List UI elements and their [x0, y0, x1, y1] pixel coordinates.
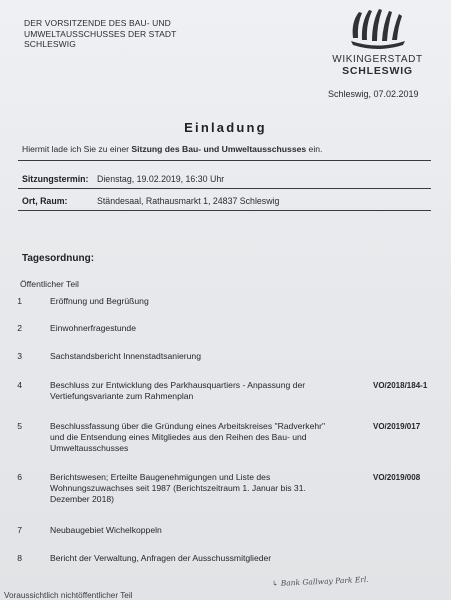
agenda-item-line: Eröffnung und Begrüßung — [50, 296, 149, 306]
document-title: Einladung — [184, 120, 267, 135]
agenda-item-reference: VO/2018/184-1 — [373, 381, 428, 390]
meeting-date-value: Dienstag, 19.02.2019, 16:30 Uhr — [97, 174, 225, 184]
agenda-item-line: Wohnungszuwachses seit 1987 (Berichtszeitraum 1. Januar bis 31. — [50, 483, 306, 493]
meeting-place-label: Ort, Raum: — [22, 196, 68, 206]
agenda-item-line: Beschluss zur Entwicklung des Parkhausquartiers - Anpassung der — [50, 380, 306, 390]
letter-date: Schleswig, 07.02.2019 — [328, 89, 419, 99]
agenda-heading: Tagesordnung: — [22, 253, 95, 264]
agenda-section-label: Öffentlicher Teil — [20, 279, 79, 289]
agenda-item-line: Einwohnerfragestunde — [50, 323, 136, 333]
intro-text — [22, 144, 322, 154]
agenda-item-line: Berichtswesen; Erteilte Baugenehmigungen und Liste des — [50, 472, 271, 482]
agenda-item-reference: VO/2019/017 — [373, 422, 421, 431]
agenda-item-number: 4 — [17, 380, 22, 390]
logo-text-line2: SCHLESWIG — [342, 65, 413, 77]
divider — [18, 210, 431, 211]
agenda-item-text — [50, 472, 355, 505]
intro-text-part: ein. — [306, 144, 323, 154]
agenda-item-line: Dezember 2018) — [50, 494, 115, 504]
agenda-item-text — [50, 296, 355, 307]
agenda-item-text — [50, 380, 355, 402]
agenda-item-number: 5 — [17, 421, 22, 431]
sender-block — [24, 18, 176, 50]
divider — [18, 160, 431, 161]
agenda-item-line: und die Entsendung eines Mitgliedes aus den Reihen des Bau- und — [50, 432, 307, 442]
agenda-item-text — [50, 421, 355, 454]
agenda-item-line: Vertiefungsvariante zum Rahmenplan — [50, 391, 194, 401]
viking-ship-logo-icon — [347, 8, 409, 52]
agenda-item-line: Sachstandsbericht Innenstadtsanierung — [50, 351, 201, 361]
agenda-item-text — [50, 525, 355, 536]
sender-line: UMWELTAUSSCHUSSES DER STADT — [24, 28, 177, 39]
sender-line: SCHLESWIG — [24, 39, 76, 49]
agenda-item-line: Bericht der Verwaltung, Anfragen der Ausschussmitglieder — [50, 553, 272, 563]
agenda-item-number: 1 — [17, 296, 22, 306]
agenda-item-number: 8 — [17, 553, 22, 563]
agenda-item-number: 6 — [17, 472, 22, 482]
agenda-item-number: 7 — [17, 525, 22, 535]
agenda-item-reference: VO/2019/008 — [373, 473, 421, 482]
logo-text-line1: WIKINGERSTADT — [332, 54, 423, 65]
agenda-item-number: 3 — [17, 351, 22, 361]
city-logo — [320, 8, 435, 77]
agenda-item-text — [50, 351, 355, 362]
handwritten-note: ↳ Bank Gallway Park Erl. — [271, 574, 369, 589]
agenda-item-line: Umweltausschusses — [50, 443, 129, 453]
cut-off-section-label: Voraussichtlich nichtöffentlicher Teil — [4, 591, 133, 600]
divider — [18, 188, 431, 189]
agenda-item-text — [50, 553, 355, 564]
agenda-item-line: Neubaugebiet Wichelkoppeln — [50, 525, 162, 535]
meeting-place-value: Ständesaal, Rathausmarkt 1, 24837 Schleswig — [97, 196, 280, 206]
sender-line: DER VORSITZENDE DES BAU- UND — [24, 18, 171, 28]
agenda-item-number: 2 — [17, 323, 22, 333]
intro-text-bold: Sitzung des Bau- und Umweltausschusses — [131, 144, 307, 154]
agenda-item-text — [50, 323, 355, 334]
intro-text-part: Hiermit lade ich Sie zu einer — [22, 144, 132, 154]
agenda-item-line: Beschlussfassung über die Gründung eines Arbeitskreises "Radverkehr" — [50, 421, 326, 431]
meeting-date-label: Sitzungstermin: — [22, 174, 89, 184]
